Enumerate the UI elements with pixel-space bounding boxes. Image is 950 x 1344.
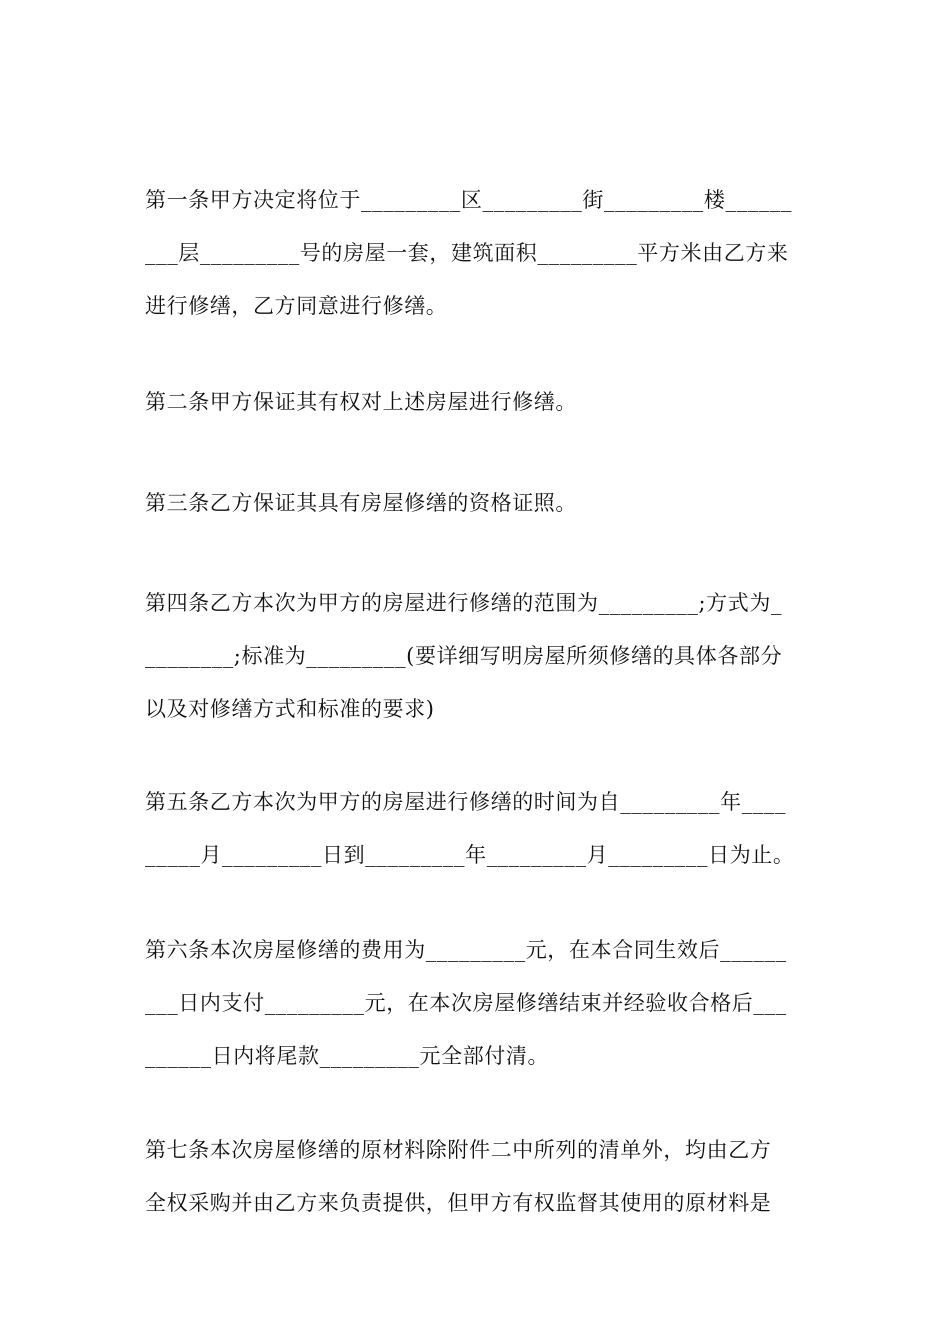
clause-3 bbox=[145, 489, 810, 542]
clause-1 bbox=[145, 186, 810, 345]
clause-line: _____月_________日到_________年_________月_________日为止。 bbox=[145, 843, 795, 867]
clause-4 bbox=[145, 589, 810, 748]
clause-line: 以及对修缮方式和标准的要求) bbox=[145, 697, 435, 721]
clause-2 bbox=[145, 388, 810, 441]
clause-line: ______日内将尾款_________元全部付清。 bbox=[145, 1044, 550, 1068]
clause-line: 第七条本次房屋修缮的原材料除附件二中所列的清单外，均由乙方 bbox=[145, 1138, 772, 1162]
clause-6 bbox=[145, 936, 810, 1095]
clause-line: ___层_________号的房屋一套，建筑面积_________平方米由乙方来 bbox=[145, 241, 789, 265]
clause-line: 第五条乙方本次为甲方的房屋进行修缮的时间为自_________年____ bbox=[145, 790, 787, 814]
clause-line: 进行修缮，乙方同意进行修缮。 bbox=[145, 294, 448, 318]
clause-7 bbox=[145, 1136, 810, 1242]
clause-5 bbox=[145, 788, 810, 894]
clause-line: 第二条甲方保证其有权对上述房屋进行修缮。 bbox=[145, 390, 577, 414]
clause-line: 第一条甲方决定将位于_________区_________街_________楼______ bbox=[145, 188, 793, 212]
clause-line: 全权采购并由乙方来负责提供，但甲方有权监督其使用的原材料是 bbox=[145, 1191, 772, 1215]
clause-line: 第六条本次房屋修缮的费用为_________元，在本合同生效后______ bbox=[145, 938, 787, 962]
clause-line: 第四条乙方本次为甲方的房屋进行修缮的范围为_________;方式为_ bbox=[145, 591, 783, 615]
clause-line: 第三条乙方保证其具有房屋修缮的资格证照。 bbox=[145, 491, 577, 515]
clause-line: ___日内支付_________元，在本次房屋修缮结束并经验收合格后___ bbox=[145, 991, 787, 1015]
clause-line: ________;标准为_________(要详细写明房屋所须修缮的具体各部分 bbox=[145, 644, 783, 668]
